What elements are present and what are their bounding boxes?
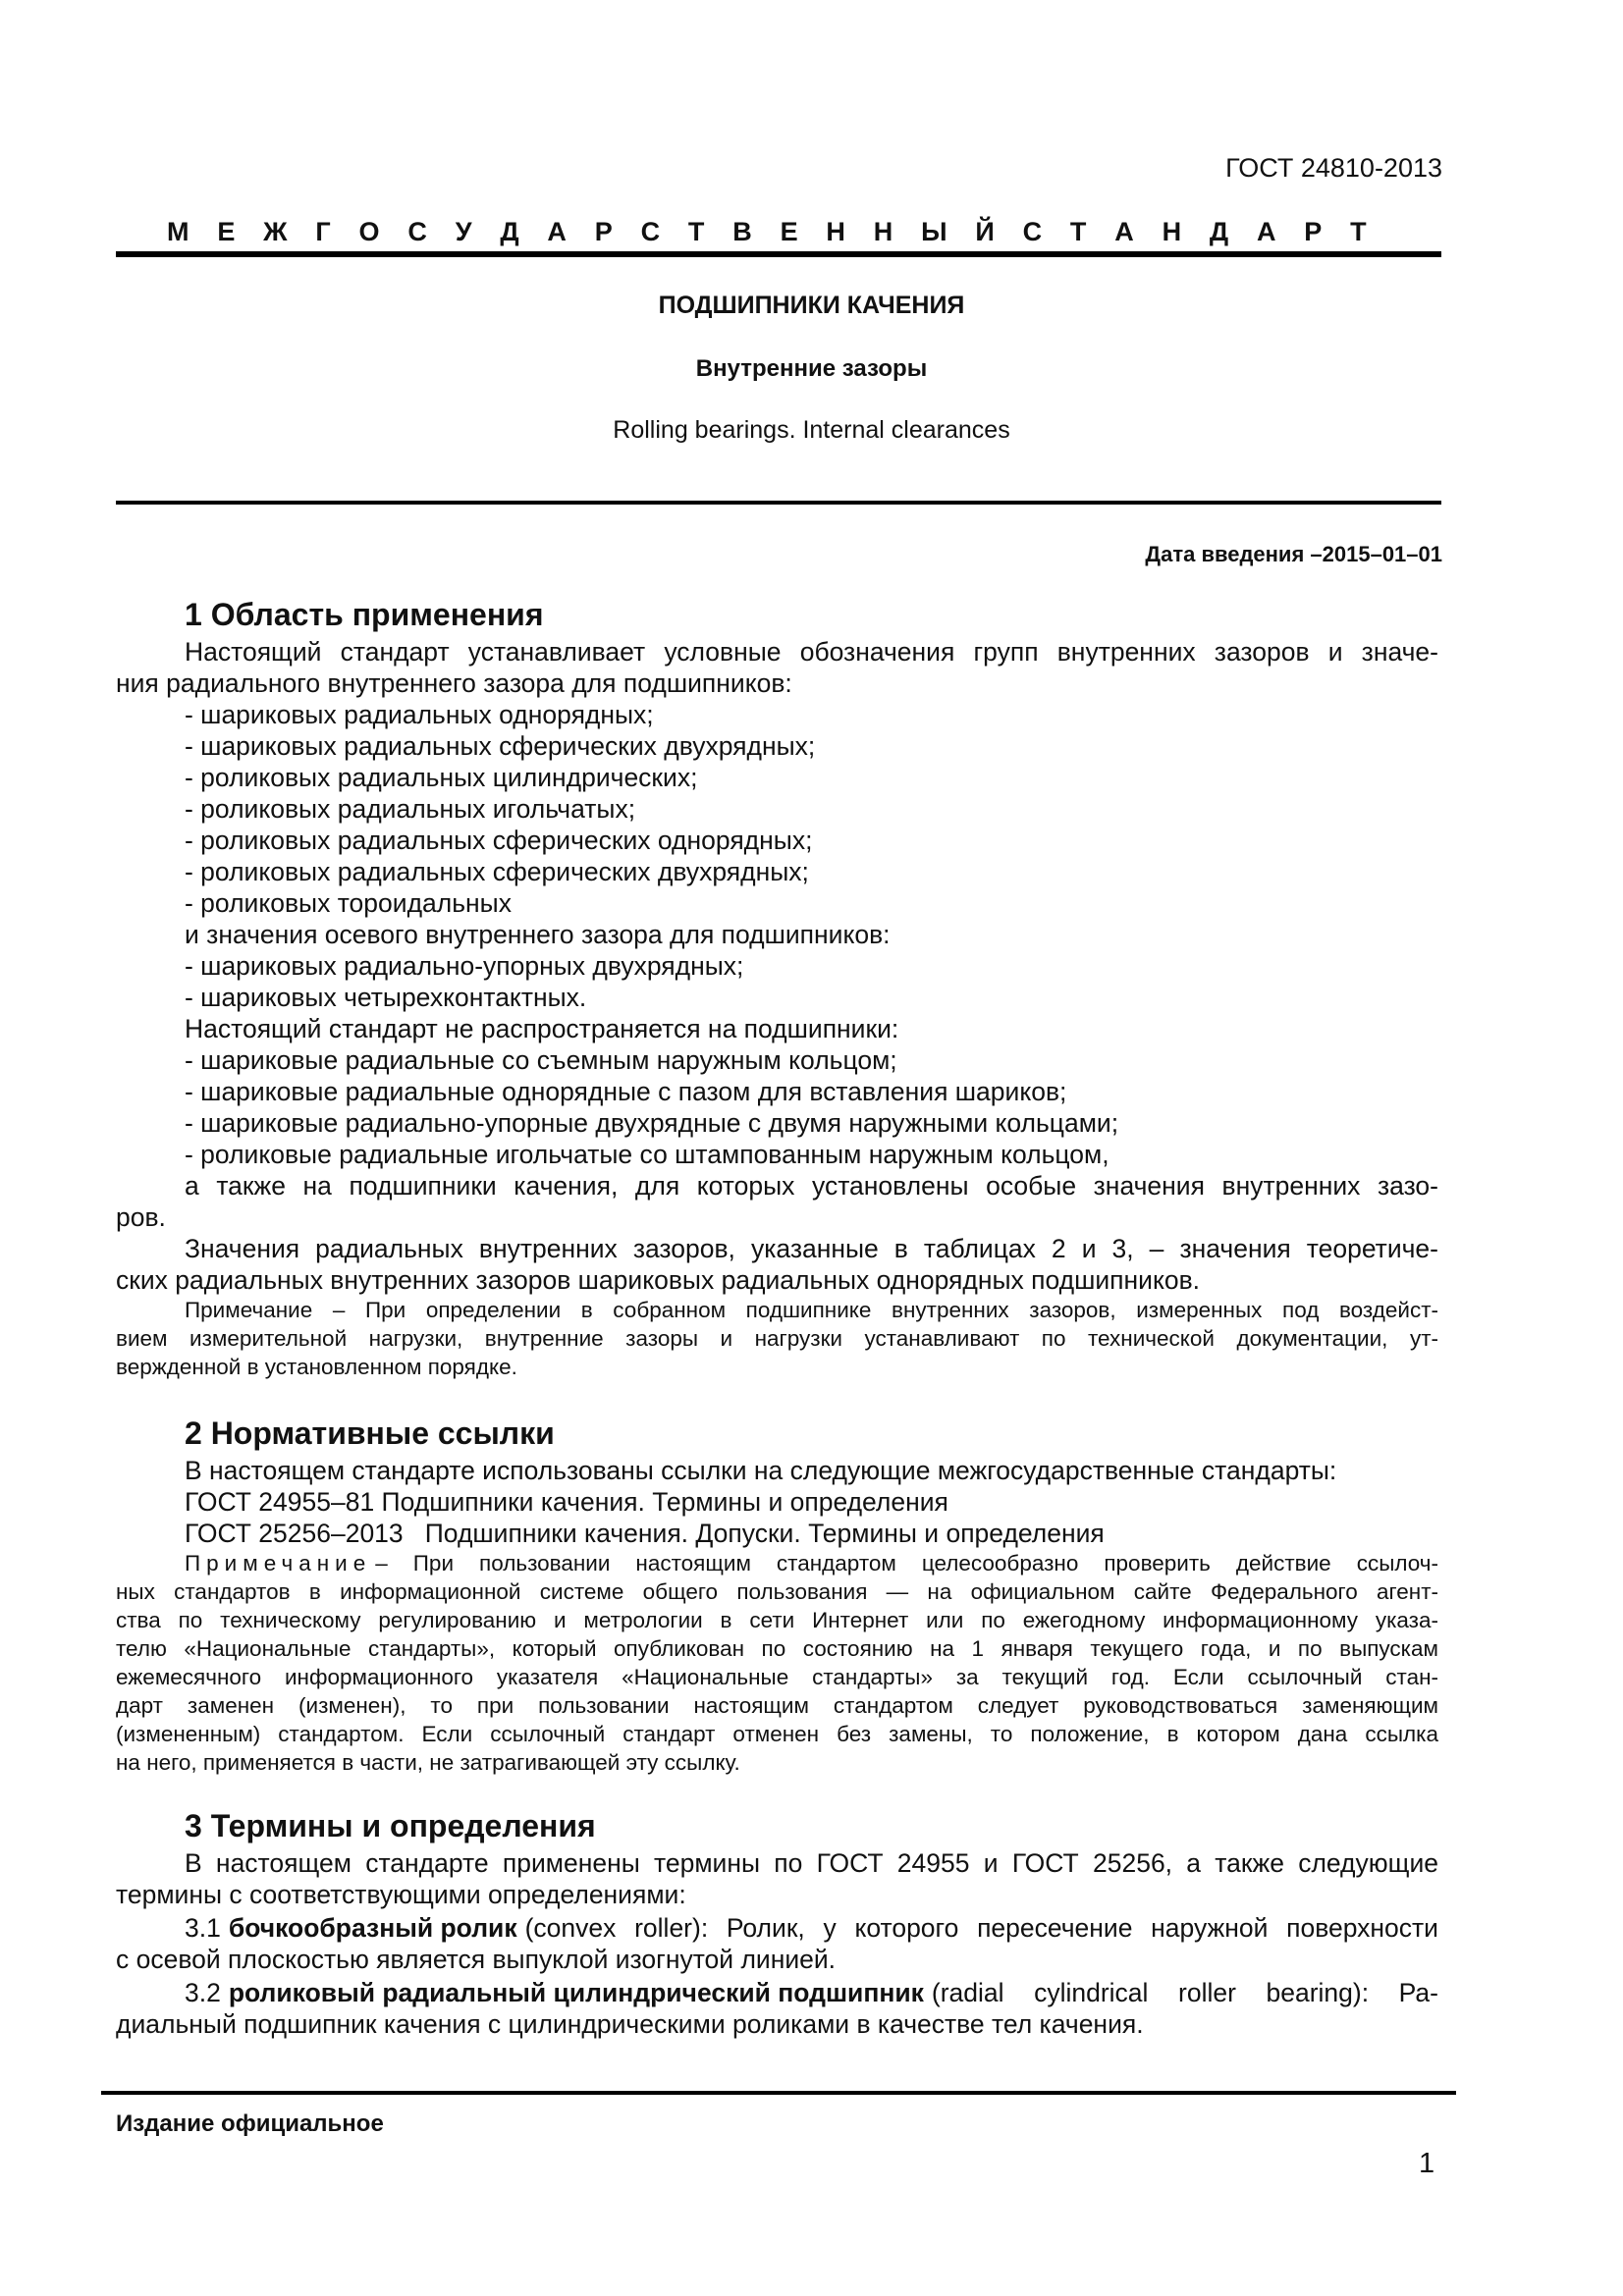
header-rule-bottom: [116, 501, 1441, 505]
banner-letter: Й: [975, 217, 995, 246]
banner-letter: Н: [826, 217, 845, 246]
banner-letter: Т: [1069, 217, 1087, 246]
banner-letter: Ы: [921, 217, 947, 246]
section-1-line: Значения радиальных внутренних зазоров, указанные в таблицах 2 и 3, – значения теоретиче-: [185, 1234, 1438, 1263]
section-1-list-item: - шариковых четырехконтактных.: [185, 983, 587, 1012]
section-2-note-line: – При пользовании настоящим стандартом целесообразно проверить действие ссылоч-: [375, 1551, 1438, 1575]
banner-letter: Д: [500, 217, 519, 246]
section-1-line: и значения осевого внутреннего зазора для подшипников:: [185, 920, 891, 949]
interstate-standard-banner: [167, 217, 1367, 247]
note-label: Примечание: [185, 1551, 372, 1575]
section-1-list-item: - роликовых радиальных игольчатых;: [185, 794, 636, 824]
section-2-note-first-line: [185, 1549, 1438, 1577]
section-3-heading: 3 Термины и определения: [185, 1808, 596, 1843]
banner-letter: С: [640, 217, 661, 246]
term-definition: (radial cylindrical roller bearing): Ра-: [931, 1978, 1438, 2007]
introduction-date: Дата введения –2015–01–01: [1145, 542, 1442, 566]
banner-letter: А: [547, 217, 567, 246]
banner-letter: Н: [1162, 217, 1182, 246]
document-number: ГОСТ 24810-2013: [1225, 153, 1442, 183]
section-1-list-item: - роликовых радиальных цилиндрических;: [185, 763, 698, 792]
term-definition-continued: диальный подшипник качения с цилиндрическими роликами в качестве тел качения.: [116, 2009, 1144, 2039]
term-number: 3.1: [185, 1913, 221, 1943]
document-title: ПОДШИПНИКИ КАЧЕНИЯ: [658, 292, 965, 319]
english-title: Rolling bearings. Internal clearances: [613, 416, 1010, 444]
footer-rule: [101, 2091, 1456, 2095]
term-definition-continued: с осевой плоскостью является выпуклой изогнутой линией.: [116, 1945, 837, 1974]
section-1-line: Настоящий стандарт не распространяется на подшипники:: [185, 1014, 899, 1043]
term-number: 3.2: [185, 1978, 221, 2007]
banner-letter: Е: [780, 217, 798, 246]
banner-letter: А: [1256, 217, 1276, 246]
section-1-note-line: вержденной в установленном порядке.: [116, 1355, 517, 1379]
header-rule-top: [116, 251, 1441, 257]
section-1-heading: 1 Область применения: [185, 597, 544, 632]
section-2-reference: ГОСТ 24955–81 Подшипники качения. Термины и определения: [185, 1487, 948, 1517]
section-2-note-line: (измененным) стандартом. Если ссылочный стандарт отменен без замены, то положение, в котором дана ссылка: [116, 1722, 1438, 1746]
official-edition-label: Издание официальное: [116, 2110, 384, 2137]
section-2-note-line: ства по техническому регулированию и метрологии в сети Интернет или по ежегодному информационному указа-: [116, 1608, 1438, 1632]
banner-letter: Ж: [263, 217, 288, 246]
section-1-note-line: вием измерительной нагрузки, внутренние зазоры и нагрузки устанавливают по технической документации, ут-: [116, 1326, 1438, 1351]
section-1-list-item: - шариковые радиально-упорные двухрядные с двумя наружными кольцами;: [185, 1108, 1119, 1138]
banner-letter: Г: [315, 217, 331, 246]
banner-letter: О: [358, 217, 380, 246]
section-1-list-item: - роликовых радиальных сферических однорядных;: [185, 826, 813, 855]
banner-letter: Т: [687, 217, 705, 246]
section-3-line: термины с соответствующими определениями:: [116, 1880, 686, 1909]
section-1-list-item: - шариковых радиально-упорных двухрядных;: [185, 951, 744, 981]
section-2-note-line: ежемесячного информационного указателя «Национальные стандарты» за текущий год. Если ссылочный стан-: [116, 1665, 1438, 1689]
banner-letter: Т: [1350, 217, 1367, 246]
section-2-note-line: ных стандартов в информационной системе общего пользования — на официальном сайте Федерального агент-: [116, 1579, 1438, 1604]
section-1-list-item: - шариковых радиальных сферических двухрядных;: [185, 731, 816, 761]
section-1-line: ских радиальных внутренних зазоров шариковых радиальных однорядных подшипников.: [116, 1265, 1201, 1295]
page-number: 1: [1419, 2148, 1435, 2179]
banner-letter: Р: [594, 217, 613, 246]
term-name: бочкообразный ролик: [228, 1913, 517, 1943]
term-3-2: [185, 1977, 1438, 2008]
section-1-list-item: - роликовые радиальные игольчатые со штампованным наружным кольцом,: [185, 1140, 1109, 1169]
section-2-note-line: на него, применяется в части, не затрагивающей эту ссылку.: [116, 1750, 740, 1775]
banner-letter: Р: [1304, 217, 1323, 246]
banner-letter: С: [1022, 217, 1043, 246]
section-1-line: ния радиального внутреннего зазора для подшипников:: [116, 668, 792, 698]
document-subtitle: Внутренние зазоры: [695, 355, 928, 382]
banner-letter: Н: [873, 217, 893, 246]
section-1-line: а также на подшипники качения, для которых установлены особые значения внутренних зазо-: [185, 1171, 1438, 1201]
section-2-line: В настоящем стандарте использованы ссылки на следующие межгосударственные стандарты:: [185, 1456, 1337, 1485]
section-2-reference: ГОСТ 25256–2013 Подшипники качения. Допуски. Термины и определения: [185, 1519, 1105, 1548]
banner-letter: В: [732, 217, 752, 246]
section-1-list-item: - роликовых радиальных сферических двухрядных;: [185, 857, 809, 886]
section-2-heading: 2 Нормативные ссылки: [185, 1415, 555, 1451]
banner-letter: С: [407, 217, 427, 246]
section-1-line: ров.: [116, 1202, 166, 1232]
term-name: роликовый радиальный цилиндрический подшипник: [228, 1978, 924, 2007]
section-1-list-item: - шариковые радиальные однорядные с пазом для вставления шариков;: [185, 1077, 1067, 1106]
section-2-note-line: телю «Национальные стандарты», который опубликован по состоянию на 1 января текущего года, и по выпускам: [116, 1636, 1438, 1661]
section-1-list-item: - шариковые радиальные со съемным наружным кольцом;: [185, 1045, 897, 1075]
section-1-note-line: Примечание – При определении в собранном подшипнике внутренних зазоров, измеренных под воздейст-: [185, 1298, 1438, 1322]
banner-letter: А: [1114, 217, 1134, 246]
banner-letter: Е: [217, 217, 236, 246]
banner-letter: У: [455, 217, 472, 246]
section-1-list-item: - шариковых радиальных однорядных;: [185, 700, 654, 729]
section-3-line: В настоящем стандарте применены термины по ГОСТ 24955 и ГОСТ 25256, а также следующие: [185, 1848, 1438, 1878]
section-1-list-item: - роликовых тороидальных: [185, 888, 512, 918]
section-2-note-line: дарт заменен (изменен), то при пользовании настоящим стандартом следует руководствоваться заменяющим: [116, 1693, 1438, 1718]
term-3-1: [185, 1912, 1438, 1944]
section-1-line: Настоящий стандарт устанавливает условные обозначения групп внутренних зазоров и значе-: [185, 637, 1438, 667]
term-definition: (convex roller): Ролик, у которого пересечение наружной поверхности: [524, 1913, 1438, 1943]
banner-letter: Д: [1209, 217, 1229, 246]
banner-letter: М: [167, 217, 189, 246]
